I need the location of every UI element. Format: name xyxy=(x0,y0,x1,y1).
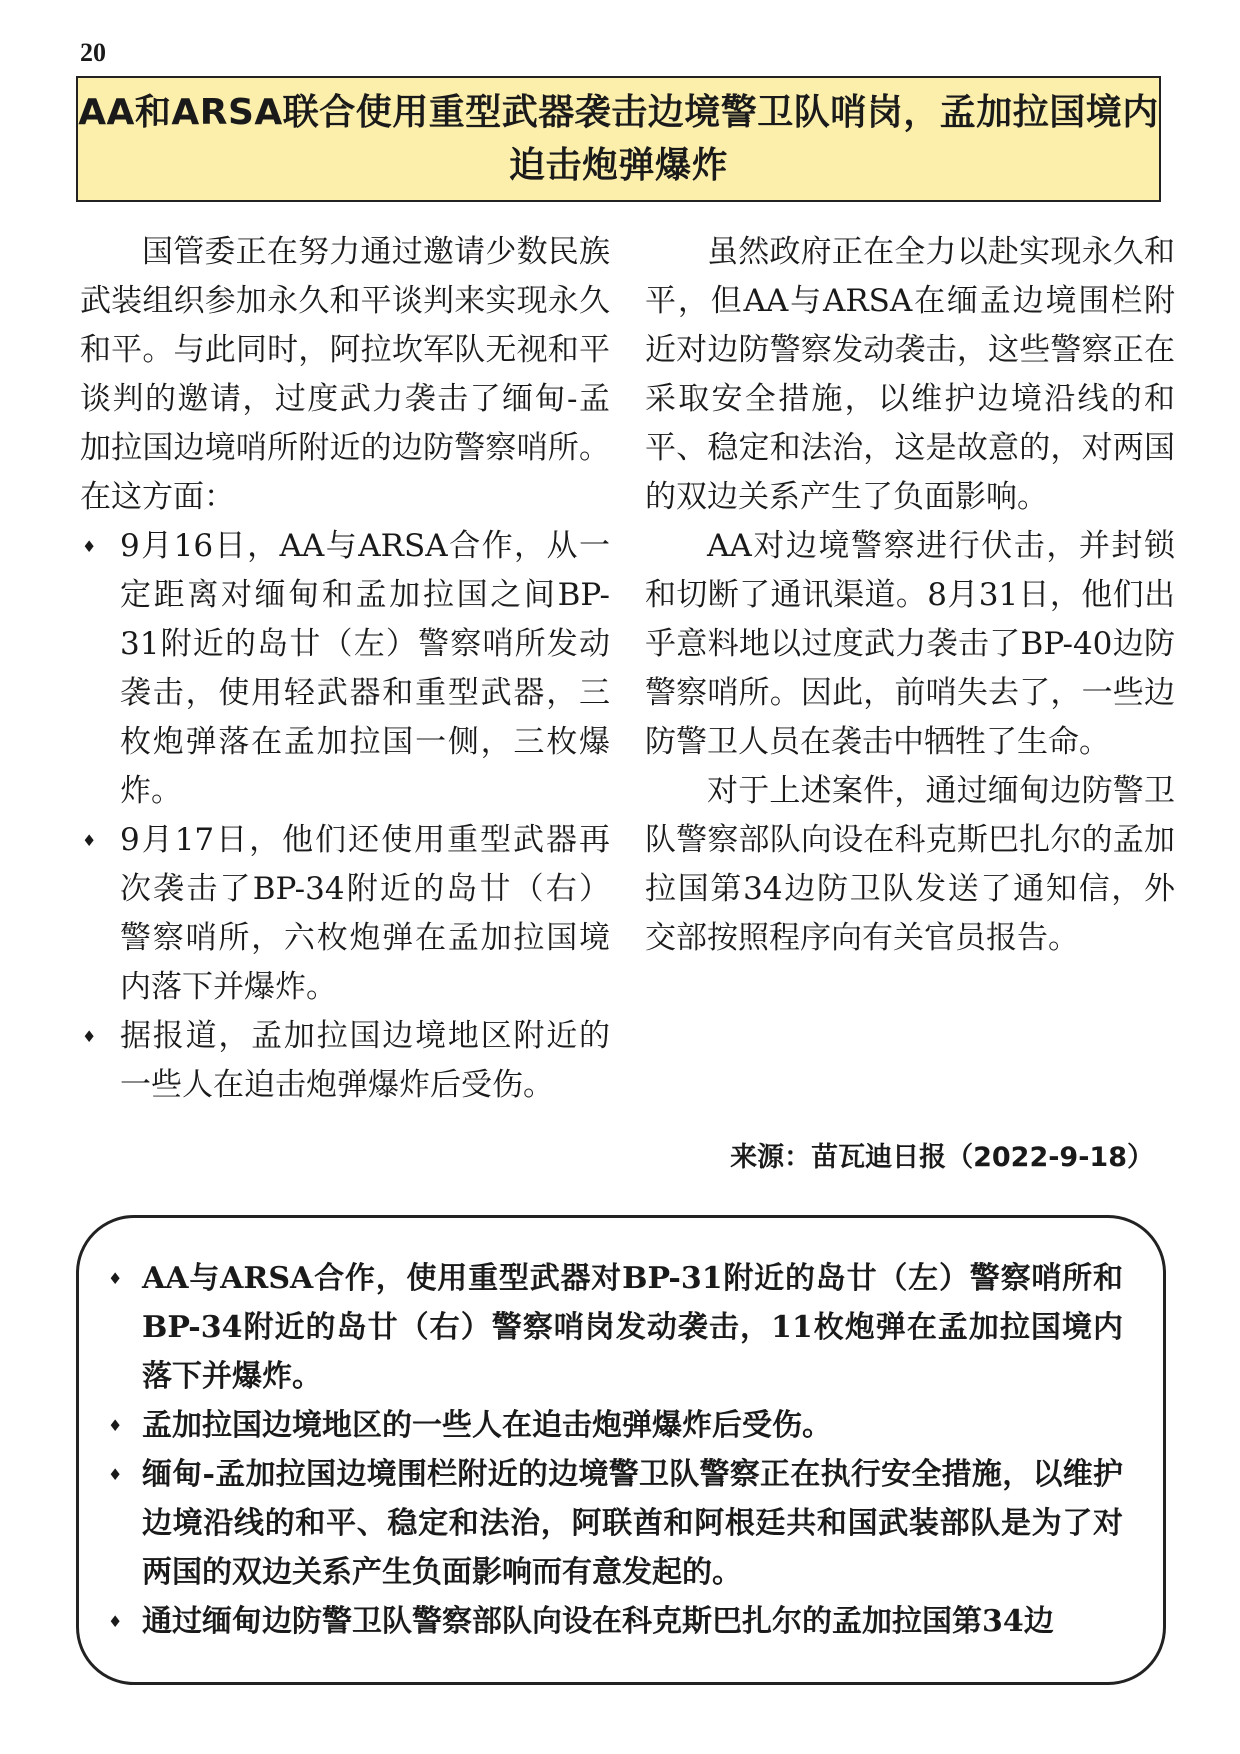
body-paragraph: 对于上述案件，通过缅甸边防警卫队警察部队向设在科克斯巴扎尔的孟加拉国第34边防卫队发送了通知信，外交部按照程序向有关官员报告。 xyxy=(645,773,1175,956)
summary-item xyxy=(104,1401,1123,1450)
diamond-bullet-icon: ♦ xyxy=(108,1465,123,1484)
title-line-2: 迫击炮弹爆炸 xyxy=(508,145,728,186)
summary-list xyxy=(104,1254,1123,1646)
event-bullet-item xyxy=(80,522,610,816)
summary-item-text: 缅甸-孟加拉国边境围栏附近的边境警卫队警察正在执行安全措施，以维护边境沿线的和平、稳定和法治，阿联酋和阿根廷共和国武装部队是为了对两国的双边关系产生负面影响而有意发起的。 xyxy=(142,1457,1123,1590)
summary-item-text: 通过缅甸边防警卫队警察部队向设在科克斯巴扎尔的孟加拉国第34边 xyxy=(142,1604,1054,1639)
event-bullet-item xyxy=(80,816,610,1012)
diamond-bullet-icon: ♦ xyxy=(82,537,97,556)
event-bullet-item xyxy=(80,1012,610,1110)
left-column xyxy=(80,228,610,1110)
source-citation: 来源：苗瓦迪日报（2022-9-18） xyxy=(730,1142,1154,1173)
summary-item xyxy=(104,1254,1123,1401)
summary-item-text: AA与ARSA合作，使用重型武器对BP-31附近的岛廿（左）警察哨所和BP-34附近的岛廿（右）警察哨岗发动袭击，11枚炮弹在孟加拉国境内落下并爆炸。 xyxy=(142,1261,1123,1394)
diamond-bullet-icon: ♦ xyxy=(108,1416,123,1435)
summary-item xyxy=(104,1597,1123,1646)
diamond-bullet-icon: ♦ xyxy=(82,1027,97,1046)
title-line-1: AA和ARSA联合使用重型武器袭击边境警卫队哨岗，孟加拉国境内 xyxy=(78,92,1159,133)
body-paragraph: AA对边境警察进行伏击，并封锁和切断了通讯渠道。8月31日，他们出乎意料地以过度武力袭击了BP-40边防警察哨所。因此，前哨失去了，一些边防警卫人员在袭击中牺牲了生命。 xyxy=(645,528,1175,760)
page-number: 20 xyxy=(80,38,106,67)
summary-item xyxy=(104,1450,1123,1597)
event-bullet-text: 9月16日，AA与ARSA合作，从一定距离对缅甸和孟加拉国之间BP-31附近的岛廿（左）警察哨所发动袭击，使用轻武器和重型武器，三枚炮弹落在孟加拉国一侧，三枚爆炸。 xyxy=(120,528,610,809)
right-column xyxy=(645,228,1175,963)
event-bullet-list xyxy=(80,522,610,1110)
event-bullet-text: 9月17日，他们还使用重型武器再次袭击了BP-34附近的岛廿（右）警察哨所，六枚炮弹在孟加拉国境内落下并爆炸。 xyxy=(120,822,610,1005)
summary-item-text: 孟加拉国边境地区的一些人在迫击炮弹爆炸后受伤。 xyxy=(142,1408,832,1443)
title-box xyxy=(76,76,1161,202)
event-bullet-text: 据报道，孟加拉国边境地区附近的一些人在迫击炮弹爆炸后受伤。 xyxy=(120,1018,610,1103)
diamond-bullet-icon: ♦ xyxy=(82,831,97,850)
diamond-bullet-icon: ♦ xyxy=(108,1612,123,1631)
diamond-bullet-icon: ♦ xyxy=(108,1269,123,1288)
intro-paragraph: 国管委正在努力通过邀请少数民族武装组织参加永久和平谈判来实现永久和平。与此同时，阿拉坎军队无视和平谈判的邀请，过度武力袭击了缅甸-孟加拉国边境哨所附近的边防警察哨所。在这方面： xyxy=(80,234,610,515)
body-paragraph: 虽然政府正在全力以赴实现永久和平，但AA与ARSA在缅孟边境围栏附近对边防警察发动袭击，这些警察正在采取安全措施，以维护边境沿线的和平、稳定和法治，这是故意的，对两国的双边关系产生了负面影响。 xyxy=(645,234,1175,515)
summary-box xyxy=(76,1215,1166,1685)
